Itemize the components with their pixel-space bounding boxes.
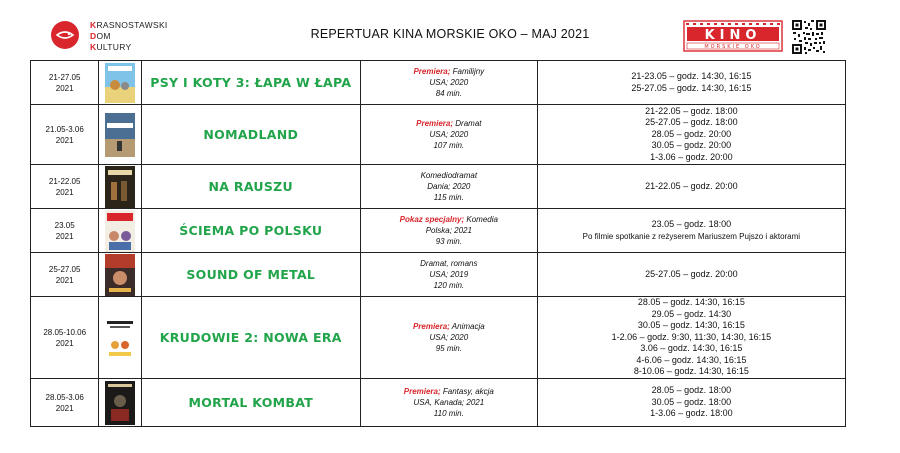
movie-poster-image — [105, 113, 135, 157]
page-title: REPERTUAR KINA MORSKIE OKO – MAJ 2021 — [310, 27, 590, 41]
movie-poster-image — [105, 317, 135, 359]
screening-dates: 23.05 2021 — [31, 209, 99, 253]
movie-poster-image — [105, 166, 135, 208]
movie-info: Pokaz specjalny; Komedia Polska; 2021 93 min. — [360, 209, 537, 253]
movie-poster-image — [105, 254, 135, 296]
movie-info: Premiera; Fantasy, akcja USA, Kanada; 2021 110 min. — [360, 379, 537, 427]
screening-dates: 28.05-10.06 2021 — [31, 297, 99, 379]
table-row — [31, 165, 846, 209]
table-row — [31, 379, 846, 427]
showtimes: 23.05 – godz. 18:00 Po filmie spotkanie z reżyserem Mariuszem Pujszo i aktorami — [537, 209, 845, 253]
movie-info: Premiera; Familijny USA; 2020 84 min. — [360, 61, 537, 105]
showtimes: 21-23.05 – godz. 14:30, 16:15 25-27.05 – godz. 14:30, 16:15 — [537, 61, 845, 105]
table-row — [31, 105, 846, 165]
movie-title: SOUND OF METAL — [141, 253, 360, 297]
screening-dates: 21-27.05 2021 — [31, 61, 99, 105]
screening-dates: 21-22.05 2021 — [31, 165, 99, 209]
kdk-wordmark: KRASNOSTAWSKI DOM KULTURY — [90, 20, 168, 52]
movie-title: ŚCIEMA PO POLSKU — [141, 209, 360, 253]
showtimes: 21-22.05 – godz. 20:00 — [537, 165, 845, 209]
repertoire-table — [30, 60, 846, 427]
kino-logo-text: KINO — [704, 28, 762, 43]
movie-info: Premiera; Dramat USA; 2020 107 min. — [360, 105, 537, 165]
movie-poster-image — [105, 63, 135, 103]
kino-morskie-oko-logo — [683, 20, 783, 52]
page-header — [0, 0, 900, 60]
movie-title: NA RAUSZU — [141, 165, 360, 209]
movie-info: Komediodramat Dania; 2020 115 min. — [360, 165, 537, 209]
kino-logo-subtext: MORSKIE OKO — [704, 44, 762, 50]
qr-code-icon — [791, 19, 827, 55]
showtimes: 25-27.05 – godz. 20:00 — [537, 253, 845, 297]
table-row — [31, 61, 846, 105]
movie-info: Dramat, romans USA; 2019 120 min. — [360, 253, 537, 297]
movie-poster-image — [105, 381, 135, 425]
screening-dates: 21.05-3.06 2021 — [31, 105, 99, 165]
movie-title: KRUDOWIE 2: NOWA ERA — [141, 297, 360, 379]
movie-poster-image — [105, 210, 135, 252]
movie-title: PSY I KOTY 3: ŁAPA W ŁAPA — [141, 61, 360, 105]
screening-dates: 25-27.05 2021 — [31, 253, 99, 297]
showtimes: 21-22.05 – godz. 18:00 25-27.05 – godz. 18:00 28.05 – godz. 20:00 30.05 – godz. 20:00 1-3.06 – godz. 20:00 — [537, 105, 845, 165]
table-row — [31, 209, 846, 253]
showtimes: 28.05 – godz. 14:30, 16:15 29.05 – godz. 14:30 30.05 – godz. 14:30, 16:15 1-2.06 – godz. 9:30, 11:30, 14:30, 16:15 3.06 – godz. 14:30, 16:15 4-6.06 – godz. 14:30, 16:15 8-10.06 – godz. 14:30, 16:15 — [537, 297, 845, 379]
movie-info: Premiera; Animacja USA; 2020 95 min. — [360, 297, 537, 379]
movie-title: NOMADLAND — [141, 105, 360, 165]
movie-title: MORTAL KOMBAT — [141, 379, 360, 427]
showtimes: 28.05 – godz. 18:00 30.05 – godz. 18:00 1-3.06 – godz. 18:00 — [537, 379, 845, 427]
screening-dates: 28.05-3.06 2021 — [31, 379, 99, 427]
table-row — [31, 253, 846, 297]
table-row — [31, 297, 846, 379]
